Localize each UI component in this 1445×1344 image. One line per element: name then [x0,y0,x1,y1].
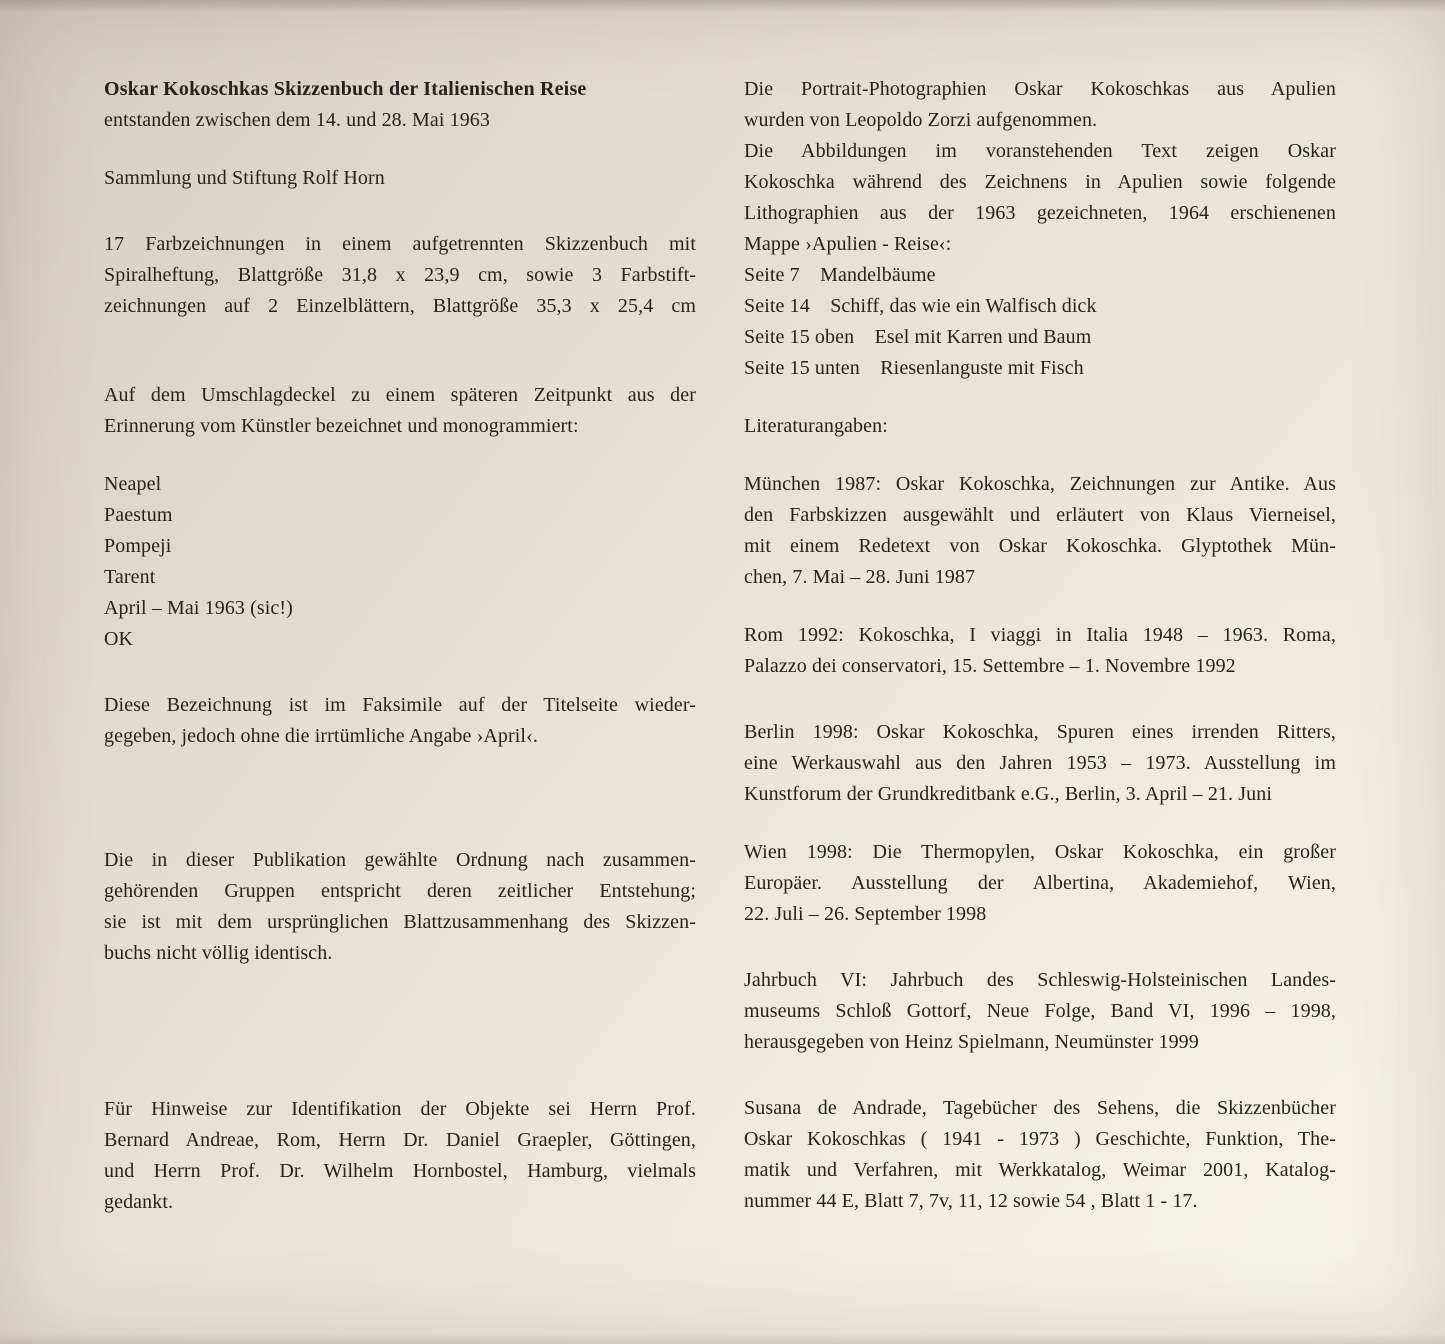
text-line: Seite 15 oben Esel mit Karren und Baum [744,326,1092,348]
text-line: Oskar Kokoschkas ( 1941 - 1973 ) Geschichte, Funktion, The- [744,1128,1336,1150]
text-line: museums Schloß Gottorf, Neue Folge, Band VI, 1996 – 1998, [744,1000,1336,1022]
text-line: Kokoschka während des Zeichnens in Apulien sowie folgende [744,171,1336,193]
text-line: gedankt. [104,1191,174,1213]
title-block [104,74,696,136]
text-line: Mappe ›Apulien - Reise‹: [744,233,952,255]
text-line: 17 Farbzeichnungen in einem aufgetrennten Skizzenbuch mit [104,233,696,255]
text-line: Europäer. Ausstellung der Albertina, Akademiehof, Wien, [744,872,1336,894]
photo-credit [744,74,1336,136]
facsimile-note [104,690,696,752]
text-line: gehörenden Gruppen entspricht deren zeitlicher Entstehung; [104,880,696,902]
collection-line [104,163,696,194]
lithograph-list [744,260,1336,384]
text-line: buchs nicht völlig identisch. [104,942,333,964]
text-line: gegeben, jedoch ohne die irrtümliche Angabe ›April‹. [104,725,538,747]
text-line: Literaturangaben: [744,415,888,437]
text-line: OK [104,628,134,650]
text-line: Paestum [104,504,173,526]
text-line: eine Werkauswahl aus den Jahren 1953 – 1973. Ausstellung im [744,752,1336,774]
text-line: Die Abbildungen im voranstehenden Text zeigen Oskar [744,140,1336,162]
lit-jahrbuch-vi [744,965,1336,1058]
text-line: Für Hinweise zur Identifikation der Objekte sei Herrn Prof. [104,1098,696,1120]
text-line: sie ist mit dem ursprünglichen Blattzusammenhang des Skizzen- [104,911,696,933]
text-line: Oskar Kokoschkas Skizzenbuch der Italienischen Reise [104,78,587,100]
text-line: München 1987: Oskar Kokoschka, Zeichnungen zur Antike. Aus [744,473,1336,495]
lit-andrade-2001 [744,1093,1336,1217]
lit-berlin-1998 [744,717,1336,810]
text-line: Spiralheftung, Blattgröße 31,8 x 23,9 cm, sowie 3 Farbstift- [104,264,696,286]
text-line: Palazzo dei conservatori, 15. Settembre – 1. Novembre 1992 [744,655,1236,677]
text-line: Rom 1992: Kokoschka, I viaggi in Italia 1948 – 1963. Roma, [744,624,1336,646]
literature-heading [744,411,1336,442]
text-line: Auf dem Umschlagdeckel zu einem späteren Zeitpunkt aus der [104,384,696,406]
text-line: Bernard Andreae, Rom, Herrn Dr. Daniel Graepler, Göttingen, [104,1129,696,1151]
text-line: Neapel [104,473,162,495]
right-column [744,74,1336,1217]
text-line: zeichnungen auf 2 Einzelblättern, Blattgröße 35,3 x 25,4 cm [104,295,696,317]
text-line: Seite 14 Schiff, das wie ein Walfisch dick [744,295,1097,317]
text-line: Lithographien aus der 1963 gezeichneten, 1964 erschienenen [744,202,1336,224]
text-line: Seite 15 unten Riesenlanguste mit Fisch [744,357,1084,379]
acknowledgements [104,1094,696,1218]
text-line: nummer 44 E, Blatt 7, 7v, 11, 12 sowie 54 , Blatt 1 - 17. [744,1190,1198,1212]
inscription-list [104,469,696,655]
text-line: Susana de Andrade, Tagebücher des Sehens, die Skizzenbücher [744,1097,1336,1119]
text-line: matik und Verfahren, mit Werkkatalog, Weimar 2001, Katalog- [744,1159,1336,1181]
text-line: entstanden zwischen dem 14. und 28. Mai 1963 [104,109,490,131]
text-line: Wien 1998: Die Thermopylen, Oskar Kokoschka, ein großer [744,841,1336,863]
text-line: Tarent [104,566,156,588]
text-line: wurden von Leopoldo Zorzi aufgenommen. [744,109,1098,131]
lit-rom-1992 [744,620,1336,682]
text-line: den Farbskizzen ausgewählt und erläutert von Klaus Vierneisel, [744,504,1336,526]
text-line: Kunstforum der Grundkreditbank e.G., Berlin, 3. April – 21. Juni [744,783,1272,805]
text-line: Pompeji [104,535,172,557]
text-line: chen, 7. Mai – 28. Juni 1987 [744,566,976,588]
text-line: Erinnerung vom Künstler bezeichnet und monogrammiert: [104,415,579,437]
text-line: mit einem Redetext von Oskar Kokoschka. Glyptothek Mün- [744,535,1336,557]
text-line: April – Mai 1963 (sic!) [104,597,293,619]
text-line: 22. Juli – 26. September 1998 [744,903,987,925]
text-line: Sammlung und Stiftung Rolf Horn [104,167,385,189]
lit-muenchen-1987 [744,469,1336,593]
text-line: Jahrbuch VI: Jahrbuch des Schleswig-Holsteinischen Landes- [744,969,1336,991]
text-line: Berlin 1998: Oskar Kokoschka, Spuren eines irrenden Ritters, [744,721,1336,743]
lithograph-list-intro [744,136,1336,260]
lit-wien-1998 [744,837,1336,930]
text-line: Die in dieser Publikation gewählte Ordnung nach zusammen- [104,849,696,871]
text-line: Die Portrait-Photographien Oskar Kokoschkas aus Apulien [744,78,1336,100]
text-line: herausgegeben von Heinz Spielmann, Neumünster 1999 [744,1031,1199,1053]
inscription-intro [104,380,696,442]
sketchbook-description [104,229,696,322]
left-column [104,74,696,1218]
ordering-note [104,845,696,969]
text-line: Seite 7 Mandelbäume [744,264,936,286]
text-line: Diese Bezeichnung ist im Faksimile auf der Titelseite wieder- [104,694,696,716]
text-line: und Herrn Prof. Dr. Wilhelm Hornbostel, Hamburg, vielmals [104,1160,696,1182]
